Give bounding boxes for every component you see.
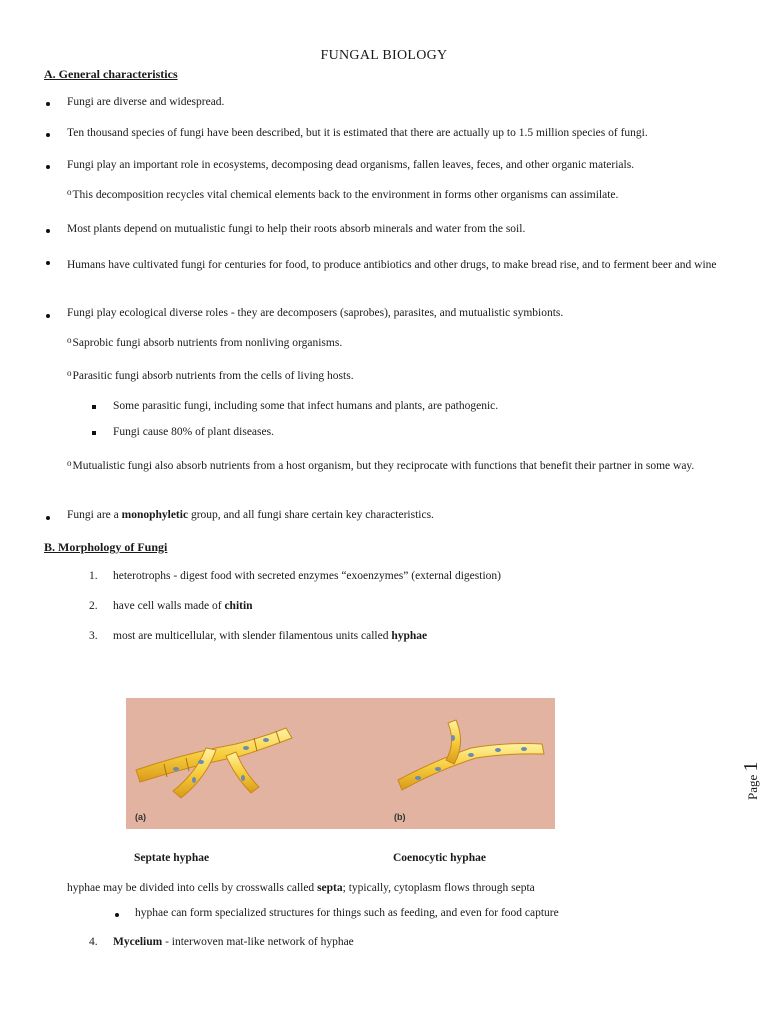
sub-bullet-text: Mutualistic fungi also absorb nutrients from a host organism, but they reciprocate with functions that benefit their partner in some way. [72, 460, 695, 472]
bullet-text: Most plants depend on mutualistic fungi to help their roots absorb minerals and water from the soil. [67, 223, 526, 235]
caption-coenocytic: Coenocytic hyphae [393, 852, 486, 864]
list-item: have cell walls made of chitin [113, 600, 253, 612]
list-item: Mycelium - interwoven mat-like network of hyphae [113, 936, 354, 948]
page-title: FUNGAL BIOLOGY [320, 48, 448, 63]
sub-bullet [67, 189, 618, 201]
bullet-text: Fungi are diverse and widespread. [67, 96, 225, 108]
caption-septate: Septate hyphae [134, 852, 210, 864]
bold-term: Mycelium [113, 936, 163, 948]
bullet-text: Humans have cultivated fungi for centuries for food, to produce antibiotics and other drugs, to make bread rise, and to ferment beer and wine [67, 259, 717, 271]
list-item: most are multicellular, with slender filamentous units called hyphae [113, 630, 428, 642]
circle-bullet-icon: o [67, 335, 72, 345]
sub-bullet-text: Parasitic fungi absorb nutrients from the cells of living hosts. [72, 370, 354, 382]
sub-bullet [67, 370, 354, 382]
bullet-text: Fungi play ecological diverse roles - they are decomposers (saprobes), parasites, and mutualistic symbionts. [67, 307, 564, 319]
septate-hypha [136, 728, 292, 798]
section-b-heading: B. Morphology of Fungi [44, 540, 168, 554]
bullet-text: Fungi are a monophyletic group, and all fungi share certain key characteristics. [67, 509, 434, 521]
bold-term: monophyletic [121, 509, 189, 521]
page-number: Page 1 [740, 761, 762, 800]
bullet-text: Fungi play an important role in ecosystems, decomposing dead organisms, fallen leaves, feces, and other organic materials. [67, 159, 635, 171]
hyphae-illustration [126, 698, 555, 829]
bullet-dot [46, 261, 50, 265]
sub-bullet [67, 337, 342, 349]
bullet-dot [46, 516, 50, 520]
circle-bullet-icon: o [67, 368, 72, 378]
list-number: 1. [89, 570, 98, 582]
bullet-text: Ten thousand species of fungi have been described, but it is estimated that there are actually up to 1.5 million species of fungi. [67, 127, 648, 139]
list-number: 4. [89, 936, 98, 948]
bullet-dot [46, 314, 50, 318]
bullet-dot [46, 229, 50, 233]
bullet-dot [46, 133, 50, 137]
circle-bullet-icon: o [67, 187, 72, 197]
section-a-heading: A. General characteristics [44, 67, 178, 81]
circle-bullet-icon: o [67, 458, 72, 468]
figure-label-a: (a) [135, 812, 146, 822]
list-number: 3. [89, 630, 98, 642]
bold-term: hyphae [391, 630, 428, 642]
list-item: heterotrophs - digest food with secreted enzymes “exoenzymes” (external digestion) [113, 570, 501, 582]
bullet-dot [46, 102, 50, 106]
hyphae-figure [126, 698, 555, 829]
square-bullet-text: Some parasitic fungi, including some that infect humans and plants, are pathogenic. [113, 400, 499, 412]
list-number: 2. [89, 600, 98, 612]
square-bullet-text: Fungi cause 80% of plant diseases. [113, 426, 274, 438]
bold-term: chitin [224, 600, 253, 612]
figure-label-b: (b) [394, 812, 406, 822]
sub-bullet [67, 455, 717, 477]
sub-bullet-text: This decomposition recycles vital chemical elements back to the environment in forms other organisms can assimilate. [72, 189, 619, 201]
bullet-text: hyphae can form specialized structures for things such as feeding, and even for food capture [135, 907, 559, 919]
square-bullet-icon [92, 431, 96, 435]
sub-bullet-text: Saprobic fungi absorb nutrients from nonliving organisms. [72, 337, 343, 349]
square-bullet-icon [92, 405, 96, 409]
bullet-dot [115, 913, 119, 917]
septa-text: hyphae may be divided into cells by crosswalls called septa; typically, cytoplasm flows through septa [67, 882, 535, 894]
bold-term: septa [317, 882, 343, 894]
bullet-dot [46, 165, 50, 169]
